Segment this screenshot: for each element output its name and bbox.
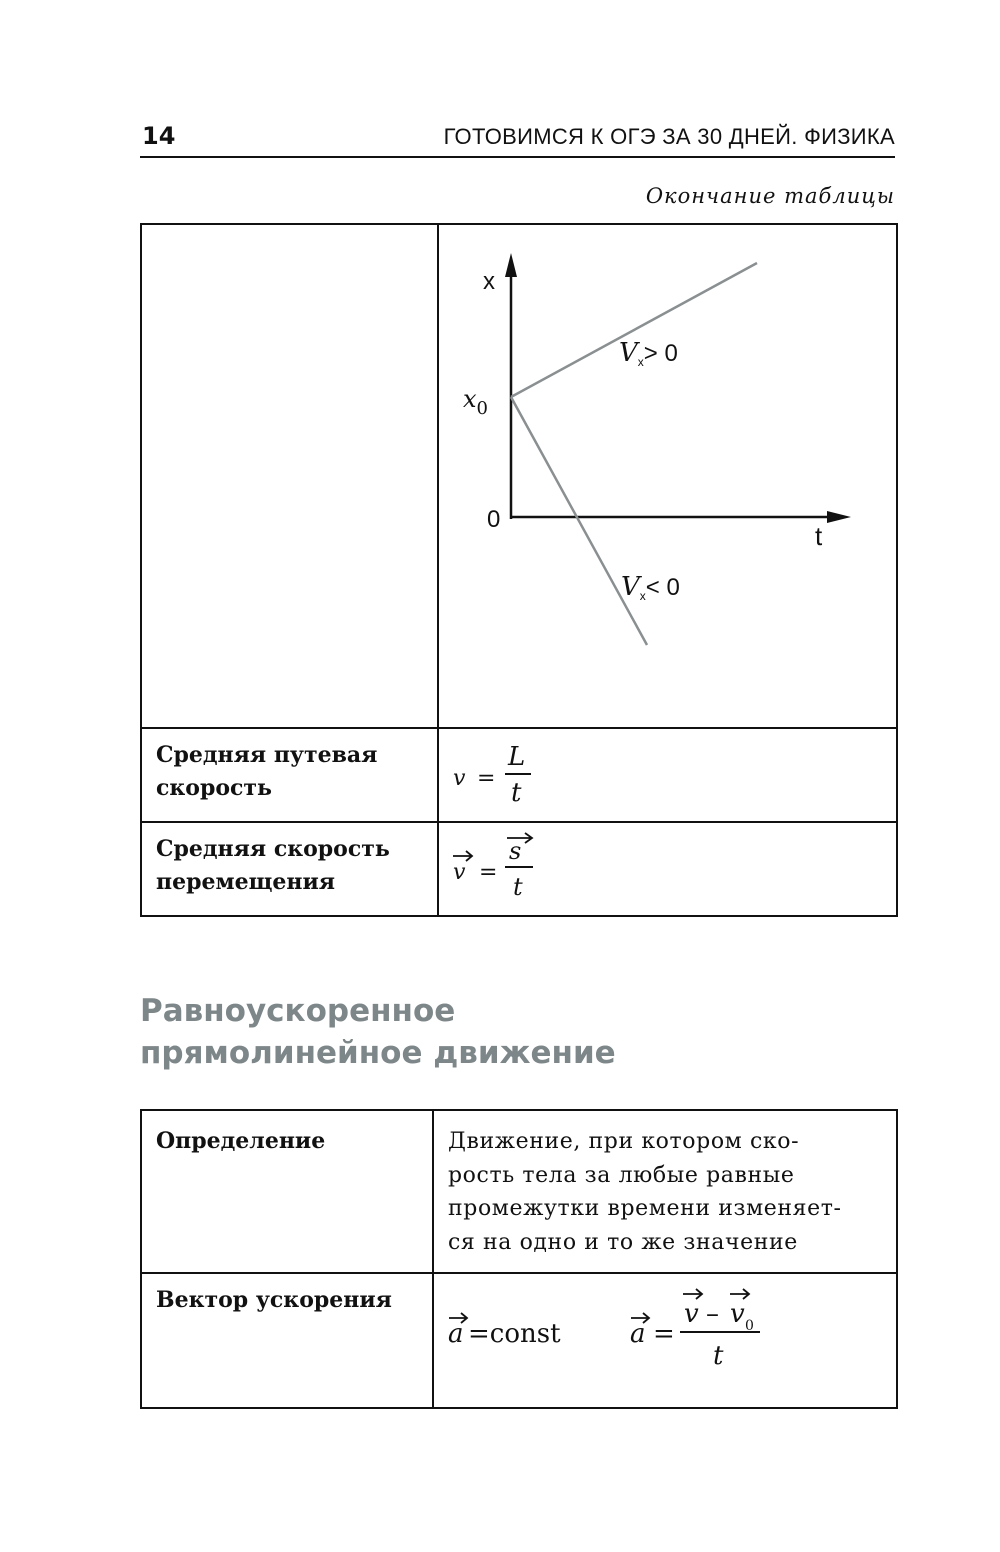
avg-displacement-speed-formula-cell [438, 822, 897, 916]
definition-label: Определение [156, 1128, 326, 1154]
svg-text:t: t [513, 873, 523, 901]
avg-displacement-speed-label-cell [141, 822, 438, 916]
y-axis-label: x [483, 268, 495, 295]
upper-line [511, 263, 757, 397]
avg-path-speed-label-cell [141, 728, 438, 822]
avg-path-speed-formula [439, 729, 639, 819]
upper-velocity-label: $V_x> 0$ [619, 338, 678, 369]
svg-text:v: v [684, 1299, 699, 1329]
accel-formulas [434, 1274, 894, 1404]
empty-cell [141, 224, 438, 728]
accel-vector-label: Вектор ускорения [156, 1287, 392, 1313]
uniform-acceleration-table [140, 1109, 898, 1409]
definition-text-cell [433, 1110, 897, 1273]
definition-label-cell [141, 1110, 433, 1273]
table-continued-note: Окончание таблицы [645, 184, 895, 208]
svg-text:a: a [630, 1319, 646, 1349]
avg-displacement-speed-label: Средняя скорость перемещения [156, 836, 390, 895]
x-axis-arrow [827, 511, 851, 523]
svg-text:0: 0 [745, 1318, 754, 1334]
position-time-graph [439, 225, 894, 725]
running-title: ГОТОВИМСЯ К ОГЭ ЗА 30 ДНЕЙ. ФИЗИКА [443, 124, 895, 149]
lower-velocity-label: $V_x< 0$ [621, 572, 680, 603]
svg-text:v: v [453, 860, 466, 885]
kinematics-table [140, 223, 898, 917]
avg-displacement-speed-formula [439, 823, 639, 913]
svg-text:–: – [706, 1299, 719, 1329]
svg-text:v: v [453, 766, 466, 791]
x-axis-label: t [815, 521, 823, 551]
avg-path-speed-label: Средняя путевая скорость [156, 742, 378, 801]
accel-vector-label-cell [141, 1273, 433, 1408]
definition-text: Движение, при котором ско- рость тела за любые равные промежутки времени изменяет- ся на одно и то же значение [448, 1129, 842, 1255]
svg-text:t: t [511, 778, 522, 808]
intercept-label: $x_0$ [463, 385, 488, 419]
section-title: Равноускоренное прямолинейное движение [140, 993, 616, 1071]
svg-text:a: a [448, 1319, 464, 1349]
svg-text:s: s [509, 837, 522, 865]
svg-text:v: v [730, 1299, 745, 1329]
svg-text:=const: =const [468, 1319, 561, 1349]
svg-text:L: L [508, 742, 526, 772]
graph-cell [438, 224, 897, 728]
svg-text:=: = [653, 1319, 675, 1349]
origin-label: 0 [487, 506, 501, 533]
y-axis-arrow [505, 253, 517, 277]
avg-path-speed-formula-cell [438, 728, 897, 822]
lower-line [511, 397, 647, 645]
axes [511, 265, 834, 519]
page-number: 14 [142, 122, 176, 150]
accel-formula-cell [433, 1273, 897, 1408]
svg-text:=: = [479, 860, 498, 885]
svg-text:t: t [713, 1341, 724, 1371]
page-header [140, 118, 895, 158]
svg-text:=: = [477, 766, 496, 791]
